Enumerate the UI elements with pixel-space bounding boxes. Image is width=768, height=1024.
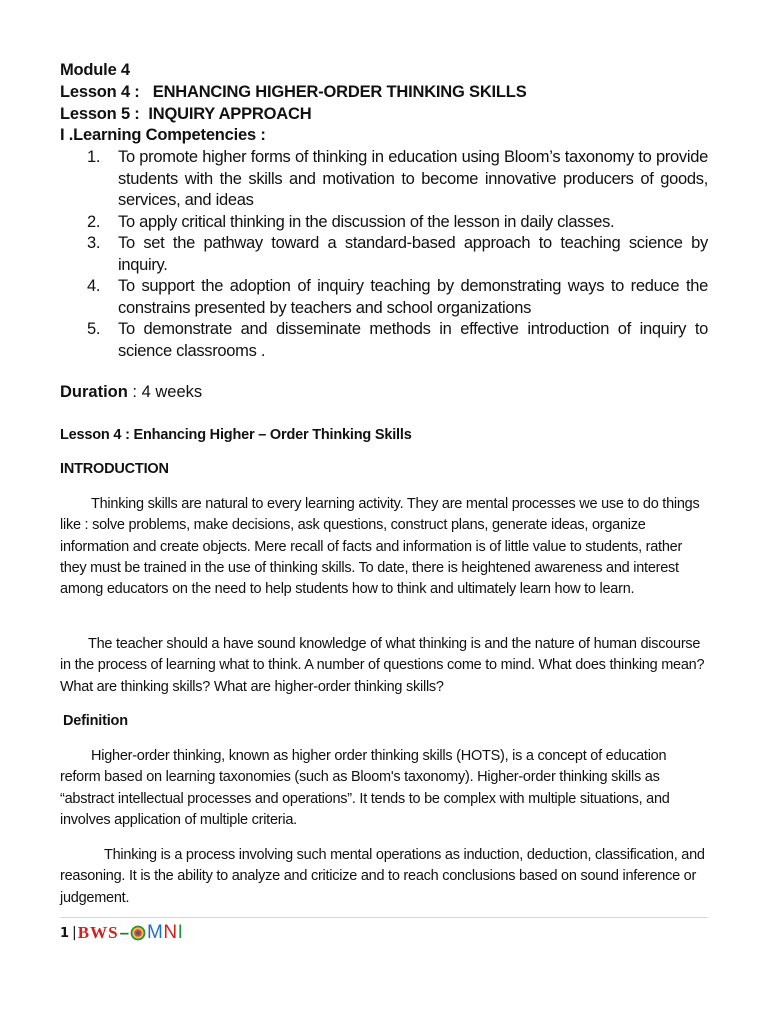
competency-item	[87, 212, 708, 234]
competency-text: To promote higher forms of thinking in education using Bloom’s taxonomy to provide students with the skills and motivation to become innovative producers of goods, services, and ideas	[118, 148, 708, 209]
definition-paragraph-2: Thinking is a process involving such mental operations as induction, deduction, classification, and reasoning. It is the ability to analyze and criticize and to reach conclusions based on sound inference or judgement.	[60, 847, 705, 906]
footer-separator: |	[72, 925, 77, 941]
lesson-4-heading: Lesson 4 : ENHANCING HIGHER-ORDER THINKING SKILLS	[60, 83, 527, 101]
competency-item	[87, 147, 708, 212]
definition-heading: Definition	[63, 713, 128, 729]
introduction-paragraph-2: The teacher should a have sound knowledge of what thinking is and the nature of human discourse in the process of learning what to think. A number of questions come to mind. What does thinking mean? What are thinking skills? What are higher-order thinking skills?	[60, 636, 705, 695]
competency-text: To support the adoption of inquiry teaching by demonstrating ways to reduce the constrains presented by teachers and school organizations	[118, 277, 708, 317]
brand-omni	[147, 922, 183, 944]
competencies-list	[87, 147, 708, 362]
introduction-paragraph-1: Thinking skills are natural to every learning activity. They are mental processes we use to do things like : solve problems, make decisions, ask questions, construct plans, generate ideas, organize information and create objects. Mere recall of facts and information is of little value to students, rather they must be trained in the use of thinking skills. To date, there is heightened awareness and interest among educators on the need to help students how to think and ultimately learn how to learn.	[60, 496, 700, 598]
competency-text: To demonstrate and disseminate methods in effective introduction of inquiry to science classrooms .	[118, 320, 708, 360]
lesson-4-title: Lesson 4 : Enhancing Higher – Order Thinking Skills	[60, 427, 412, 443]
school-seal-icon	[130, 925, 146, 941]
competency-text: To apply critical thinking in the discussion of the lesson in daily classes.	[118, 212, 615, 231]
duration-value: : 4 weeks	[127, 383, 203, 401]
competencies-heading: I .Learning Competencies :	[60, 126, 266, 144]
duration-line	[60, 381, 202, 403]
competency-item	[87, 276, 708, 319]
brand-letter-i: I	[177, 922, 184, 943]
brand-letter-m: M	[147, 922, 164, 943]
competency-number: 2.	[87, 212, 101, 231]
brand-dash: –	[119, 923, 130, 942]
introduction-heading: INTRODUCTION	[60, 461, 169, 477]
brand-bws: BWS	[77, 923, 119, 942]
brand-letter-n: N	[163, 922, 178, 943]
competency-number: 3.	[87, 234, 101, 252]
footer-divider	[60, 917, 708, 918]
page-footer	[60, 921, 183, 945]
duration-label: Duration	[60, 383, 128, 401]
page-number: 1	[60, 925, 70, 941]
competency-item	[87, 233, 708, 276]
competency-text: To set the pathway toward a standard-based approach to teaching science by inquiry.	[118, 234, 708, 274]
competency-item	[87, 319, 708, 362]
competency-number: 1.	[87, 148, 101, 166]
module-title: Module 4	[60, 61, 130, 79]
definition-paragraph-1: Higher-order thinking, known as higher order thinking skills (HOTS), is a concept of education reform based on learning taxonomies (such as Bloom's taxonomy). Higher-order thinking skills as “abstract intellectual processes and operations”. It tends to be complex with multiple situations, and involves application of multiple criteria.	[60, 748, 670, 828]
competency-number: 5.	[87, 320, 101, 338]
competency-number: 4.	[87, 277, 101, 295]
lesson-5-heading: Lesson 5 : INQUIRY APPROACH	[60, 105, 312, 123]
